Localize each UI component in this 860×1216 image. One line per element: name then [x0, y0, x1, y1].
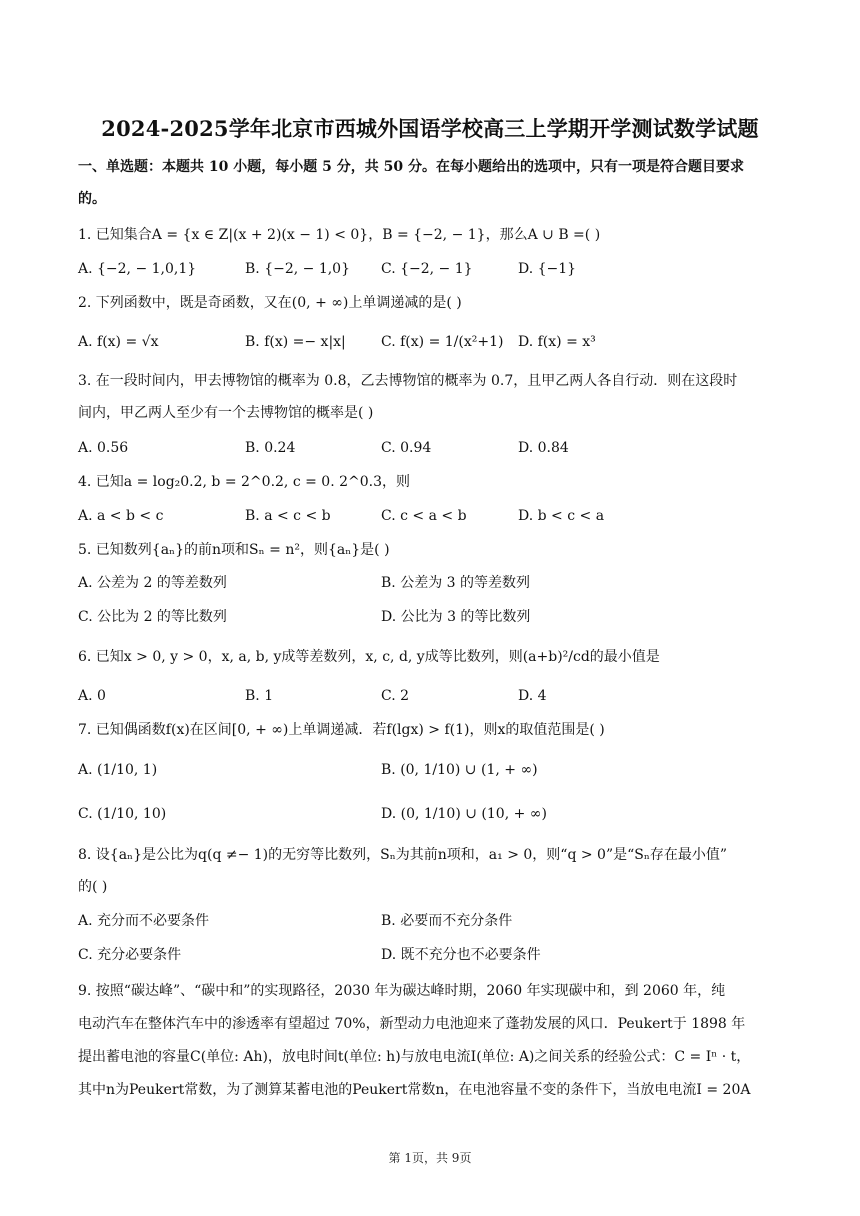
question-4-stem: 4. 已知a = log₂0.2, b = 2^0.2, c = 0. 2^0.3，则 [78, 474, 411, 490]
question-9-stem-line-3: 提出蓄电池的容量C(单位: Ah)，放电时间t(单位: h)与放电电流I(单位: A)之间关系的经验公式：C = Iⁿ · t， [78, 1049, 751, 1065]
question-6-option-d: D. 4 [518, 688, 547, 704]
question-7-option-d: D. (0, 1/10) ∪ (10, + ∞) [381, 806, 547, 822]
question-4-option-a: A. a < b < c [78, 508, 164, 524]
question-3-stem-line-2: 间内，甲乙两人至少有一个去博物馆的概率是( ) [78, 405, 374, 421]
question-2-option-c: C. f(x) = 1/(x²+1) [381, 334, 504, 350]
question-9-stem-line-2: 电动汽车在整体汽车中的渗透率有望超过 70%，新型动力电池迎来了蓬勃发展的风口．Peukert于 1898 年 [78, 1016, 746, 1032]
question-4-option-b: B. a < c < b [245, 508, 331, 524]
question-5-stem: 5. 已知数列{aₙ}的前n项和Sₙ = n²，则{aₙ}是( ) [78, 542, 390, 558]
question-2-option-d: D. f(x) = x³ [518, 334, 596, 350]
question-5-option-d: D. 公比为 3 的等比数列 [381, 609, 531, 625]
question-8-option-b: B. 必要而不充分条件 [381, 913, 513, 929]
question-1-option-d: D. {−1} [518, 261, 577, 277]
question-7-option-a: A. (1/10, 1) [78, 762, 158, 778]
question-6-option-c: C. 2 [381, 688, 410, 704]
question-6-option-a: A. 0 [78, 688, 106, 704]
section-heading-line-2: 的。 [78, 191, 106, 207]
question-9-stem-line-4: 其中n为Peukert常数，为了测算某蓄电池的Peukert常数n，在电池容量不变的条件下，当放电电流I = 20A [78, 1082, 751, 1098]
question-2-option-a: A. f(x) = √x [78, 334, 159, 350]
question-5-option-b: B. 公差为 3 的等差数列 [381, 575, 530, 591]
question-1-option-a: A. {−2, − 1,0,1} [78, 261, 197, 277]
question-4-option-c: C. c < a < b [381, 508, 467, 524]
question-6-stem: 6. 已知x > 0, y > 0，x, a, b, y成等差数列，x, c, d, y成等比数列，则(a+b)²/cd的最小值是 [78, 649, 660, 665]
question-8-option-a: A. 充分而不必要条件 [78, 913, 210, 929]
question-6-option-b: B. 1 [245, 688, 274, 704]
question-8-option-c: C. 充分必要条件 [78, 947, 182, 963]
question-4-option-d: D. b < c < a [518, 508, 605, 524]
question-1-option-c: C. {−2, − 1} [381, 261, 473, 277]
question-9-stem-line-1: 9. 按照“碳达峰”、“碳中和”的实现路径，2030 年为碳达峰时期，2060 年实现碳中和，到 2060 年，纯 [78, 983, 726, 999]
question-3-option-c: C. 0.94 [381, 440, 432, 456]
question-8-stem-line-1: 8. 设{aₙ}是公比为q(q ≠− 1)的无穷等比数列，Sₙ为其前n项和，a₁ > 0，则“q > 0”是“Sₙ存在最小值” [78, 847, 728, 863]
question-3-option-d: D. 0.84 [518, 440, 569, 456]
question-8-option-d: D. 既不充分也不必要条件 [381, 947, 541, 963]
question-1-stem: 1. 已知集合A = {x ∈ Z|(x + 2)(x − 1) < 0}，B = {−2, − 1}，那么A ∪ B =( ) [78, 227, 601, 243]
question-3-option-b: B. 0.24 [245, 440, 296, 456]
question-2-stem: 2. 下列函数中，既是奇函数，又在(0, + ∞)上单调递减的是( ) [78, 295, 462, 311]
question-7-option-c: C. (1/10, 10) [78, 806, 167, 822]
section-heading-line-1: 一、单选题：本题共 10 小题，每小题 5 分，共 50 分。在每小题给出的选项中，只有一项是符合题目要求 [78, 159, 744, 175]
page-footer: 第 1页，共 9页 [388, 1151, 472, 1165]
question-7-stem: 7. 已知偶函数f(x)在区间[0, + ∞)上单调递减．若f(lgx) > f(1)，则x的取值范围是( ) [78, 722, 605, 738]
question-5-option-c: C. 公比为 2 的等比数列 [78, 609, 227, 625]
page-title: 2024-2025学年北京市西城外国语学校高三上学期开学测试数学试题 [101, 116, 759, 141]
question-1-option-b: B. {−2, − 1,0} [245, 261, 350, 277]
question-8-stem-line-2: 的( ) [78, 879, 108, 895]
question-3-option-a: A. 0.56 [78, 440, 129, 456]
question-5-option-a: A. 公差为 2 的等差数列 [78, 575, 227, 591]
question-7-option-b: B. (0, 1/10) ∪ (1, + ∞) [381, 762, 538, 778]
question-2-option-b: B. f(x) =− x|x| [245, 334, 346, 350]
question-3-stem-line-1: 3. 在一段时间内，甲去博物馆的概率为 0.8，乙去博物馆的概率为 0.7，且甲乙两人各自行动．则在这段时 [78, 373, 738, 389]
